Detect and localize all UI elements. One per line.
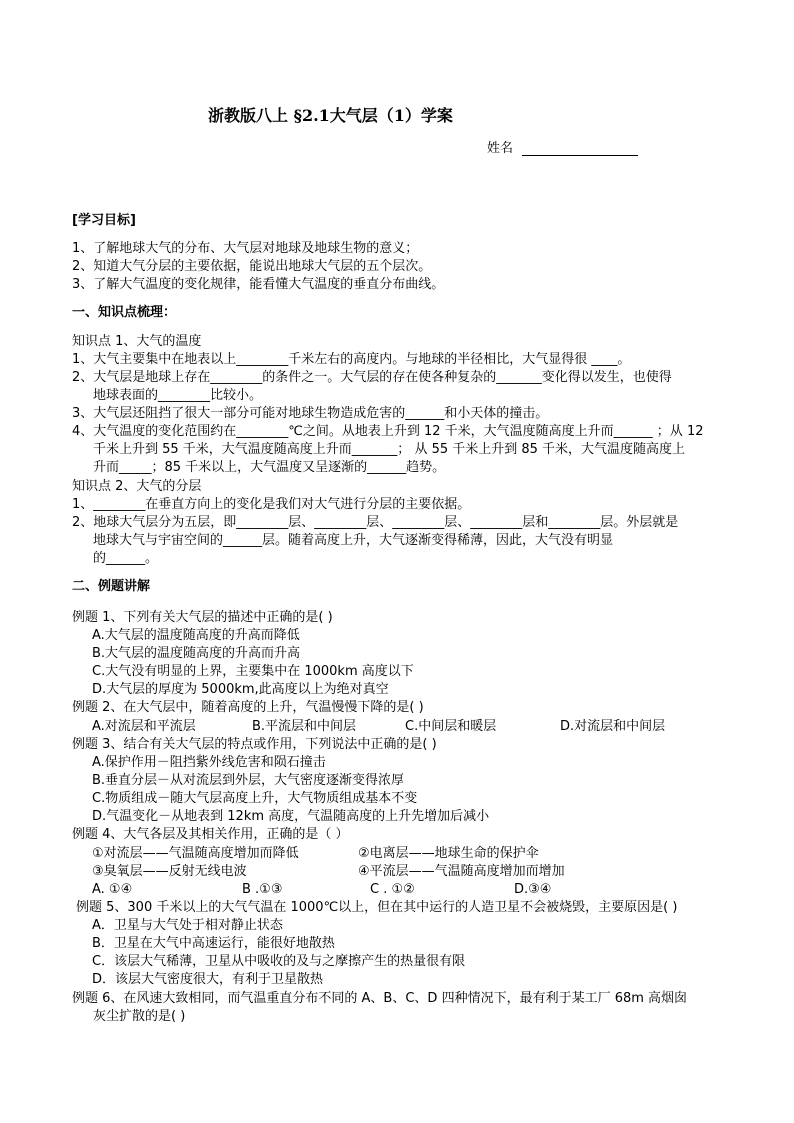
objective-item: 2、知道大气分层的主要依据，能说出地球大气层的五个层次。 [72, 259, 432, 274]
question-option: C．该层大气稀薄，卫星从中吸收的及与之摩擦产生的热量很有限 [92, 954, 466, 969]
knowledge-line: 地球表面的________比较小。 [93, 388, 263, 403]
objective-item: 3、了解大气温度的变化规律，能看懂大气温度的垂直分布曲线。 [72, 277, 445, 292]
question-option: D．该层大气密度很大，有利于卫星散热 [92, 972, 324, 987]
knowledge-line: 2、地球大气层分为五层，即________层、________层、________层、________层和________层。外层就是 [72, 515, 679, 530]
question-option: C.中间层和暖层 [405, 719, 497, 734]
question-item: ③臭氧层——反射无线电波 [92, 864, 247, 879]
question-option: B．卫星在大气中高速运行，能很好地散热 [92, 936, 335, 951]
page-title: 浙教版八上 §2.1大气层（1）学案 [208, 106, 453, 125]
question-stem: 例题 5、300 千米以上的大气气温在 1000℃以上，但在其中运行的人造卫星不会被烧毁，主要原因是( ) [76, 900, 678, 915]
question-stem: 例题 4、大气各层及其相关作用，正确的是（ ） [72, 827, 349, 842]
knowledge-point-title: 知识点 2、大气的分层 [72, 479, 202, 494]
question-item: ②电离层——地球生命的保护伞 [358, 846, 539, 861]
objectives-heading: [学习目标] [72, 213, 136, 228]
question-option: A．卫星与大气处于相对静止状态 [92, 918, 283, 933]
question-option: A.大气层的温度随高度的升高而降低 [92, 628, 300, 643]
knowledge-line: 3、大气层还阻挡了很大一部分可能对地球生物造成危害的______和小天体的撞击。 [72, 406, 549, 421]
question-option: D.气温变化－从地表到 12km 高度，气温随高度的上升先增加后减小 [92, 809, 490, 824]
knowledge-line: 的______。 [93, 551, 159, 566]
knowledge-point-title: 知识点 1、大气的温度 [72, 334, 202, 349]
question-option: A. ①④ [92, 882, 133, 897]
question-stem: 例题 1、下列有关大气层的描述中正确的是( ) [72, 610, 333, 625]
question-option: D.大气层的厚度为 5000km,此高度以上为绝对真空 [92, 682, 389, 697]
question-stem: 例题 3、结合有关大气层的特点或作用，下列说法中正确的是( ) [72, 737, 437, 752]
question-option: C.物质组成－随大气层高度上升，大气物质组成基本不变 [92, 791, 418, 806]
section-heading: 一、知识点梳理： [72, 305, 177, 320]
question-option: B .①③ [242, 882, 283, 897]
question-option: A.对流层和平流层 [92, 719, 196, 734]
knowledge-line: 地球大气与宇宙空间的______层。随着高度上升，大气逐渐变得稀薄，因此，大气没有明显 [93, 533, 614, 548]
section-heading: 二、例题讲解 [72, 579, 151, 594]
knowledge-line: 1、大气主要集中在地表以上________千米左右的高度内。与地球的半径相比，大气显得很 ____。 [72, 352, 631, 367]
knowledge-line: 4、大气温度的变化范围约在________℃之间。从地表上升到 12 千米，大气温度随高度上升而______ ；从 12 [72, 424, 704, 439]
question-item: ④平流层——气温随高度增加而增加 [358, 864, 565, 879]
question-option: B.垂直分层－从对流层到外层，大气密度逐渐变得浓厚 [92, 773, 405, 788]
question-stem: 例题 2、在大气层中，随着高度的上升，气温慢慢下降的是( ) [72, 700, 424, 715]
question-option: C . ①② [370, 882, 415, 897]
question-option: B.大气层的温度随高度的升高而升高 [92, 646, 301, 661]
objective-item: 1、了解地球大气的分布、大气层对地球及地球生物的意义； [72, 241, 419, 256]
question-stem: 例题 6、在风速大致相同，而气温重直分布不同的 A、B、C、D 四种情况下，最有利于某工厂 68m 高烟囱 [72, 991, 688, 1006]
question-option: D.对流层和中间层 [560, 719, 666, 734]
knowledge-line: 1、________在垂直方向上的变化是我们对大气进行分层的主要依据。 [72, 497, 471, 512]
knowledge-line: 2、大气层是地球上存在________的条件之一。大气层的存在使各种复杂的_______变化得以发生，也使得 [72, 370, 672, 385]
question-option: C.大气没有明显的上界，主要集中在 1000km 高度以下 [92, 664, 414, 679]
question-option: B.平流层和中间层 [252, 719, 357, 734]
knowledge-line: 升而_____；85 千米以上，大气温度又呈逐渐的______趋势。 [93, 460, 446, 475]
knowledge-line: 千米上升到 55 千米，大气温度随高度上升而_______； 从 55 千米上升到 85 千米，大气温度随高度上 [93, 442, 686, 457]
question-item: ①对流层——气温随高度增加而降低 [92, 846, 299, 861]
question-option: A.保护作用－阻挡紫外线危害和陨石撞击 [92, 755, 326, 770]
question-stem-cont: 灰尘扩散的是( ) [93, 1009, 186, 1024]
name-blank-line[interactable] [522, 155, 638, 156]
name-label: 姓名 [487, 141, 514, 156]
question-option: D.③④ [514, 882, 552, 897]
